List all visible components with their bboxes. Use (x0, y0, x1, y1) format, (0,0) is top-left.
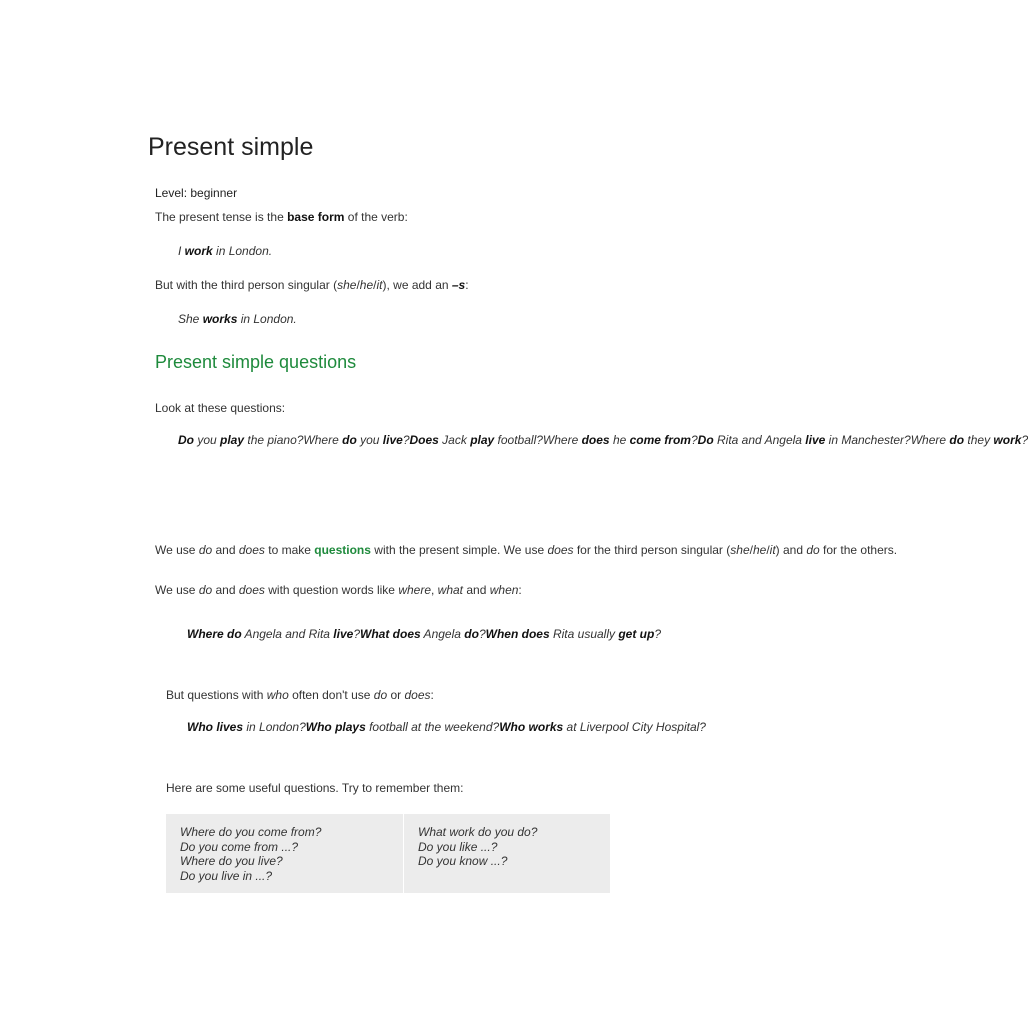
who-paragraph (166, 688, 434, 703)
example-line (187, 720, 306, 734)
example-line (410, 433, 543, 447)
example-line (911, 433, 1028, 447)
useful-questions-paragraph: Here are some useful questions. Try to remember them: (166, 781, 464, 795)
text-run: does (581, 433, 610, 447)
text-run: Does (409, 433, 439, 447)
text-run: football at the weekend? (365, 720, 500, 734)
text-run: or (387, 688, 405, 702)
text-run: who (266, 688, 289, 702)
text-run: work (184, 244, 213, 258)
look-paragraph: Look at these questions: (155, 401, 286, 415)
text-run: : (430, 688, 434, 702)
text-run: in London. (212, 244, 273, 258)
table-cell-line: Where do you come from? (180, 825, 322, 839)
example-line (543, 433, 698, 447)
text-run: Rita and Angela (713, 433, 806, 447)
example-line (178, 433, 303, 447)
text-run: –s (451, 278, 466, 292)
example-work (178, 244, 272, 259)
text-run: does (238, 583, 265, 597)
text-run: with question words like (264, 583, 399, 597)
text-run: live (382, 433, 403, 447)
intro-paragraph (155, 210, 408, 225)
text-run: / (749, 543, 753, 557)
text-run: it (769, 543, 776, 557)
example-works (178, 312, 297, 327)
text-run: ? (690, 433, 698, 447)
text-run: where (398, 583, 431, 597)
text-run: football? (494, 433, 543, 447)
text-run: for the others. (819, 543, 898, 557)
text-run: Rita usually (549, 627, 619, 641)
text-run: base form (287, 210, 345, 224)
text-run: it (376, 278, 383, 292)
text-run: Where (303, 433, 343, 447)
text-run: works (202, 312, 238, 326)
level-label: Level: beginner (155, 186, 238, 200)
text-run: and (212, 543, 239, 557)
text-run: ) and (775, 543, 807, 557)
text-run: you (356, 433, 383, 447)
table-cell-line: Do you live in ...? (180, 869, 273, 884)
text-run: to make (264, 543, 315, 557)
text-run: But with the third person singular ( (155, 278, 338, 292)
text-run: do (806, 543, 820, 557)
text-run: Angela (420, 627, 465, 641)
text-run: Who plays (305, 720, 366, 734)
text-run: When does (485, 627, 550, 641)
text-run: We use (155, 543, 199, 557)
third-person-paragraph (155, 278, 469, 293)
text-run: often don't use (288, 688, 374, 702)
text-run: Where do (187, 627, 242, 641)
example-line (486, 627, 661, 641)
text-run: she (730, 543, 750, 557)
text-run: does (547, 543, 574, 557)
text-run: in Manchester? (825, 433, 911, 447)
example-line (306, 720, 499, 734)
text-run: they (964, 433, 994, 447)
example-line (360, 627, 486, 641)
text-run: ? (402, 433, 410, 447)
text-run: ), we add an (382, 278, 452, 292)
text-run: , (431, 583, 438, 597)
text-run: ? (1021, 433, 1028, 447)
section-heading: Present simple questions (155, 352, 357, 372)
text-run: he (752, 543, 767, 557)
text-run: Where (542, 433, 582, 447)
text-run: and (212, 583, 239, 597)
table-cell-line: Do you come from ...? (180, 839, 299, 854)
text-run: Angela and Rita (241, 627, 334, 641)
text-run: what (437, 583, 464, 597)
text-run: / (373, 278, 377, 292)
text-run: Who lives (187, 720, 244, 734)
text-run: ? (654, 627, 662, 641)
paragraph-line (155, 543, 611, 557)
text-run: you (194, 433, 221, 447)
text-run: Do (178, 433, 194, 447)
text-run: Who works (499, 720, 564, 734)
text-run: third person singular ( (614, 543, 731, 557)
text-run: of the verb: (344, 210, 408, 224)
text-run: he (359, 278, 374, 292)
text-run: do (198, 543, 213, 557)
text-run: do (342, 433, 357, 447)
text-run: get up (618, 627, 655, 641)
text-run: do (373, 688, 388, 702)
text-run: ? (478, 627, 486, 641)
text-run: do (464, 627, 479, 641)
text-run: he (609, 433, 630, 447)
text-run: questions (314, 543, 371, 557)
example-line (187, 627, 360, 641)
text-run: with the present simple. We use (370, 543, 548, 557)
example-line (499, 720, 706, 734)
text-run: and (463, 583, 490, 597)
paragraph-line (614, 543, 897, 557)
text-run: live (805, 433, 826, 447)
text-run: does (238, 543, 265, 557)
questions-list (178, 433, 1028, 448)
text-run: : (465, 278, 469, 292)
text-run: in London? (243, 720, 306, 734)
text-run: come from (629, 433, 691, 447)
text-run: Do (697, 433, 714, 447)
text-run: / (356, 278, 360, 292)
text-run: do (198, 583, 213, 597)
text-run: The present tense is the (155, 210, 288, 224)
text-run: live (333, 627, 354, 641)
text-run: for the (573, 543, 611, 557)
text-run: Where (910, 433, 950, 447)
text-run: play (220, 433, 245, 447)
table-cell-line: Where do you live? (180, 854, 283, 869)
useful-questions-table (166, 814, 610, 893)
text-run: : (518, 583, 522, 597)
table-column-1 (166, 814, 404, 893)
text-run: What does (360, 627, 421, 641)
example-line (698, 433, 911, 447)
text-run: at Liverpool City Hospital? (563, 720, 706, 734)
text-run: she (337, 278, 357, 292)
text-run: work (993, 433, 1022, 447)
text-run: does (404, 688, 431, 702)
text-run: She (178, 312, 203, 326)
table-cell-line: Do you know ...? (418, 854, 508, 869)
table-cell-line: What work do you do? (418, 825, 538, 839)
text-run: ? (353, 627, 360, 641)
text-run: play (470, 433, 495, 447)
wh-questions-list (187, 627, 661, 642)
text-run: Jack (438, 433, 471, 447)
page-title: Present simple (148, 133, 314, 161)
table-column-2 (404, 814, 610, 893)
table-cell-line: Do you like ...? (418, 839, 498, 854)
text-run: in London. (237, 312, 297, 326)
text-run: when (489, 583, 519, 597)
text-run: I (178, 244, 185, 258)
text-run: / (766, 543, 770, 557)
text-run: do (949, 433, 965, 447)
question-words-paragraph (155, 583, 522, 598)
text-run: the piano? (244, 433, 304, 447)
use-do-does-paragraph (155, 543, 897, 558)
who-questions-list (187, 720, 706, 735)
example-line (303, 433, 409, 447)
text-run: We use (155, 583, 199, 597)
text-run: But questions with (166, 688, 267, 702)
